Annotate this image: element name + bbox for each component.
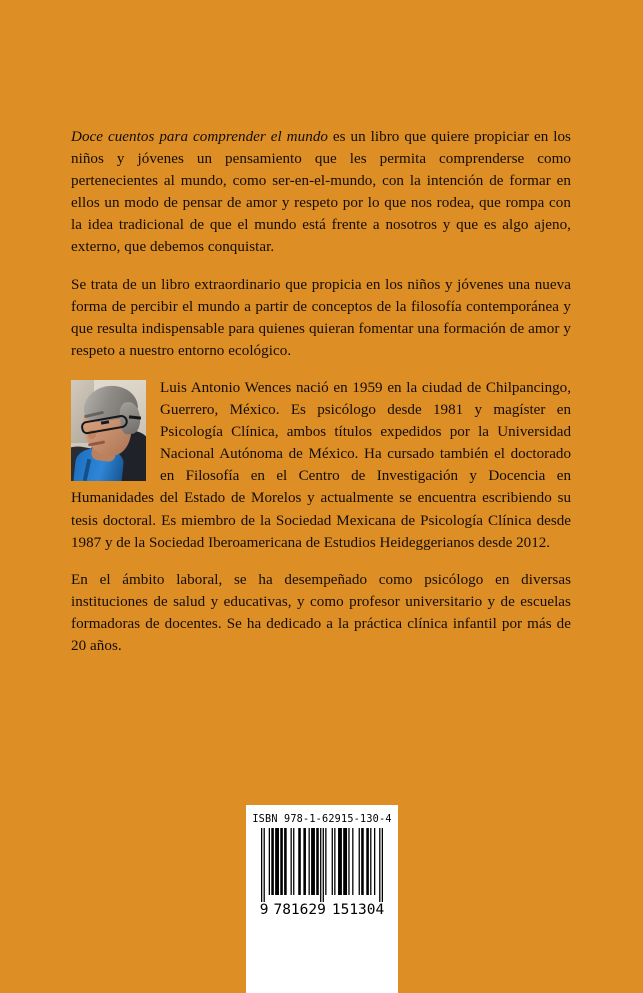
blurb-paragraph-1 xyxy=(71,126,571,259)
isbn-label: ISBN 978-1-62915-130-4 xyxy=(252,814,392,825)
barcode-digit-lead: 9 xyxy=(259,902,269,918)
book-title: Doce cuentos para comprender el mundo xyxy=(71,129,329,145)
blurb-paragraph-1-body: es un libro que quiere propiciar en los niños y jóvenes un pensamiento que les permita comprenderse como pertenecientes al mundo, como ser-en-el-mundo, con la intención de formar en ellos un modo de pensar de amor y respeto por lo que nos rodea, que rompa con la idea tradicional de que el mundo está frente a nosotros y que es algo ajeno, externo, que debemos conquistar. xyxy=(71,129,571,256)
career-paragraph: En el ámbito laboral, se ha desempeñado como psicólogo en diversas instituciones de salud y educativas, y como profesor universitario y de escuelas formadoras de docentes. Se ha dedicado a la práctica clínica infantil por más de 20 años. xyxy=(71,571,571,654)
author-bio-text: Luis Antonio Wences nació en 1959 en la ciudad de Chilpancingo, Guerrero, México. Es psicólogo desde 1981 y magíster en Psicología Clínica, ambos títulos expedidos por la Universidad Nacional Autónoma de México. Ha cursado también el doctorado en Filosofía en el Centro de Investigación y Docencia en Humanidades del Estado de Morelos y actualmente se encuentra escribiendo su tesis doctoral. Es miembro de la Sociedad Mexicana de Psicología Clínica desde 1987 y de la Sociedad Iberoamericana de Estudios Heideggerianos desde 2012. xyxy=(71,379,571,551)
blurb-paragraph-2: Se trata de un libro extraordinario que propicia en los niños y jóvenes una nueva forma de percibir el mundo a partir de conceptos de la filosofía contemporánea y que resulta indispensable para quienes quieran fomentar una formación de amor y respeto a nuestro entorno ecológico. xyxy=(71,276,571,359)
barcode-digit-group-right: 151304 xyxy=(331,902,385,918)
back-cover-text-column xyxy=(71,126,571,657)
author-photo xyxy=(71,380,146,481)
barcode-digits xyxy=(246,902,398,918)
barcode-panel xyxy=(246,805,398,993)
author-bio-paragraph xyxy=(71,377,571,554)
barcode-image xyxy=(261,828,383,902)
barcode-digit-group-left: 781629 xyxy=(273,902,326,918)
